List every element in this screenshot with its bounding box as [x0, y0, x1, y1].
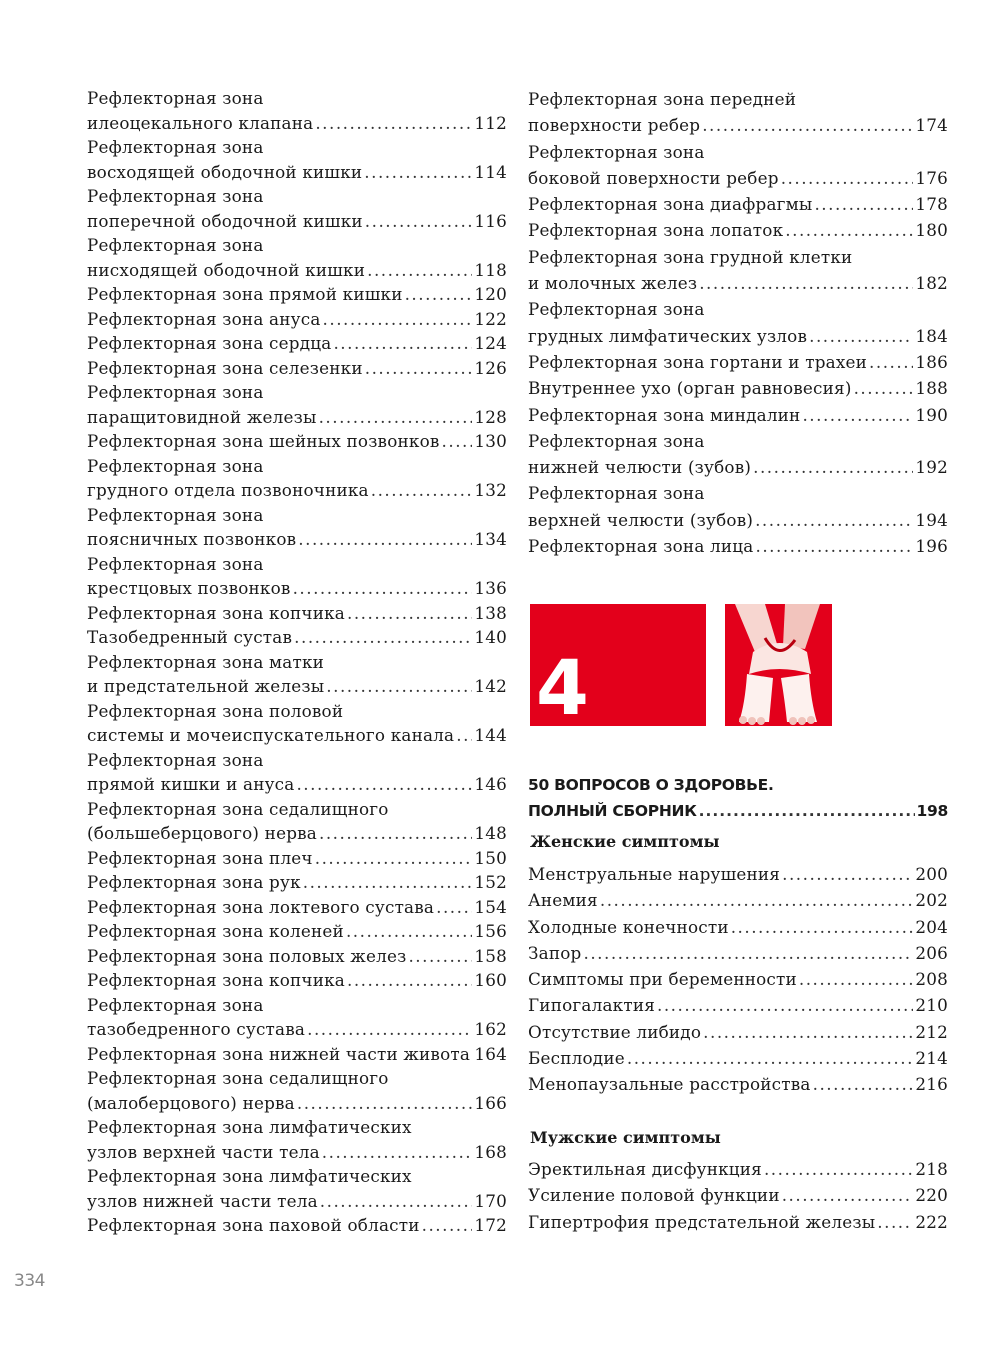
- toc-entry: [87, 135, 507, 160]
- female-symptoms-heading: Женские симптомы: [530, 832, 720, 851]
- toc-entry-title: Рефлекторная зона половых желез: [87, 945, 407, 966]
- toc-entry[interactable]: [528, 217, 948, 243]
- toc-entry-page: 150: [474, 847, 507, 868]
- toc-entry-title: верхней челюсти (зубов): [528, 509, 754, 530]
- toc-entry-title: (малоберцового) нерва: [87, 1092, 295, 1113]
- toc-entry[interactable]: [528, 1182, 948, 1208]
- toc-entry-title: нисходящей ободочной кишки: [87, 259, 366, 280]
- toc-entry-title: Рефлекторная зона коленей: [87, 921, 344, 941]
- toc-entry[interactable]: [528, 165, 948, 191]
- leader-dots: [753, 454, 913, 480]
- toc-entry[interactable]: [528, 323, 948, 349]
- toc-entry-title: (большеберцового) нерва: [87, 823, 317, 843]
- toc-entry-page: 208: [915, 969, 948, 990]
- toc-entry-page: 146: [474, 774, 507, 794]
- toc-entry-page: 202: [915, 890, 948, 911]
- section-title-line2-entry[interactable]: [528, 798, 948, 824]
- toc-entry-title: грудного отдела позвоночника: [87, 480, 369, 500]
- toc-entry[interactable]: [87, 919, 507, 944]
- toc-entry-title: Рефлекторная зона лимфатических: [87, 1117, 412, 1137]
- toc-entry-title: Холодные конечности: [528, 916, 729, 937]
- toc-entry[interactable]: [528, 454, 948, 480]
- toc-entry-page: 156: [474, 921, 507, 941]
- toc-entry: [87, 993, 507, 1018]
- toc-entry-title: Рефлекторная зона: [87, 137, 264, 157]
- page-number: 334: [14, 1271, 45, 1291]
- leader-dots: [764, 1156, 913, 1182]
- leader-dots: [296, 772, 472, 797]
- section-heading: [528, 772, 948, 824]
- male-symptoms-heading: Мужские симптомы: [530, 1128, 721, 1147]
- toc-entry-title: Гипогалактия: [528, 995, 655, 1016]
- toc-entry[interactable]: [528, 1209, 948, 1235]
- toc-entry[interactable]: [87, 968, 507, 993]
- leader-dots: [657, 992, 913, 1018]
- toc-entry-title: Рефлекторная зона: [87, 88, 264, 108]
- leader-dots: [319, 821, 472, 846]
- toc-entry-page: 120: [474, 284, 507, 304]
- toc-entry: [528, 86, 948, 112]
- toc-entry-page: 216: [915, 1074, 948, 1095]
- toc-entry: [87, 454, 507, 479]
- toc-entry[interactable]: [528, 507, 948, 533]
- leader-dots: [364, 160, 472, 185]
- toc-entry-page: 220: [915, 1185, 948, 1206]
- toc-entry-title: Рефлекторная зона: [87, 455, 264, 476]
- leader-dots: [782, 1182, 914, 1208]
- toc-entry-title: узлов верхней части тела: [87, 1141, 320, 1162]
- toc-entry: [528, 139, 948, 165]
- leader-dots: [422, 1213, 473, 1238]
- toc-entry-title: Рефлекторная зона локтевого сустава: [87, 896, 435, 917]
- leader-dots: [854, 375, 914, 401]
- leader-dots: [322, 1140, 473, 1165]
- toc-entry-title: Рефлекторная зона диафрагмы: [528, 194, 813, 215]
- leader-dots: [731, 914, 914, 940]
- toc-entry: [87, 1115, 507, 1140]
- toc-entry-title: Усиление половой функции: [528, 1185, 780, 1206]
- toc-entry-page: 170: [474, 1190, 507, 1211]
- toc-entry[interactable]: [87, 1140, 507, 1165]
- toc-entry[interactable]: [87, 625, 507, 650]
- section-title-line1: 50 ВОПРОСОВ О ЗДОРОВЬЕ.: [528, 776, 774, 794]
- toc-entry-title: восходящей ободочной кишки: [87, 161, 363, 182]
- toc-entry-page: 158: [474, 945, 507, 966]
- toc-entry[interactable]: [87, 723, 507, 748]
- toc-entry[interactable]: [87, 1042, 507, 1067]
- feet-massage-photo-icon: [725, 604, 832, 726]
- toc-entry[interactable]: [87, 111, 507, 136]
- leader-dots: [298, 527, 472, 552]
- leader-dots: [813, 1071, 914, 1097]
- toc-entry-title: Рефлекторная зона: [87, 382, 264, 402]
- toc-entry-title: и предстательной железы: [87, 676, 325, 696]
- toc-entry: [87, 1066, 507, 1091]
- toc-entry[interactable]: [528, 1019, 948, 1045]
- toc-entry-title: боковой поверхности ребер: [528, 167, 779, 188]
- toc-entry[interactable]: [528, 1045, 948, 1071]
- toc-entry[interactable]: [87, 1091, 507, 1116]
- toc-entry[interactable]: [87, 209, 507, 234]
- toc-entry-page: 122: [474, 308, 507, 329]
- toc-entry-page: 152: [474, 872, 507, 892]
- toc-entry-page: 134: [474, 529, 507, 549]
- toc-entry-title: паращитовидной железы: [87, 406, 317, 427]
- section-title-line2: ПОЛНЫЙ СБОРНИК: [528, 802, 697, 820]
- toc-entry-page: 174: [915, 115, 948, 136]
- toc-entry-page: 178: [915, 194, 948, 215]
- toc-entry[interactable]: [87, 478, 507, 503]
- toc-entry[interactable]: [528, 1071, 948, 1097]
- toc-entry-title: прямой кишки и ануса: [87, 774, 295, 794]
- toc-entry-title: Рефлекторная зона сердца: [87, 333, 332, 353]
- toc-entry-page: 176: [915, 167, 948, 188]
- leader-dots: [333, 331, 472, 356]
- toc-entry-title: Бесплодие: [528, 1048, 625, 1069]
- toc-entry: [87, 650, 507, 675]
- toc-entry-page: 214: [915, 1048, 948, 1069]
- toc-entry-title: Рефлекторная зона копчика: [87, 602, 346, 623]
- toc-entry-title: Рефлекторная зона паховой области: [87, 1215, 420, 1235]
- leader-dots: [869, 349, 913, 375]
- toc-entry[interactable]: [528, 992, 948, 1018]
- toc-entry-page: 182: [915, 273, 948, 294]
- toc-entry-page: 164: [474, 1043, 507, 1064]
- toc-entry[interactable]: [528, 940, 948, 966]
- toc-entry[interactable]: [87, 772, 507, 797]
- toc-entry-page: 196: [915, 536, 948, 557]
- toc-entry-title: Гипертрофия предстательной железы: [528, 1211, 876, 1232]
- toc-entry-title: Рефлекторная зона: [87, 553, 264, 574]
- toc-entry-page: 142: [474, 676, 507, 696]
- toc-entry[interactable]: [87, 258, 507, 283]
- toc-entry-title: Рефлекторная зона грудной клетки: [528, 246, 853, 267]
- toc-entry[interactable]: [87, 527, 507, 552]
- toc-entry: [87, 748, 507, 773]
- toc-entry-title: и молочных желез: [528, 273, 698, 294]
- toc-entry[interactable]: [87, 576, 507, 601]
- toc-entry[interactable]: [528, 914, 948, 940]
- toc-entry-title: Рефлекторная зона: [87, 186, 264, 206]
- toc-entry-page: 136: [474, 578, 507, 598]
- toc-entry: [87, 503, 507, 528]
- toc-entry-title: Рефлекторная зона: [87, 504, 264, 525]
- leader-dots: [802, 402, 913, 428]
- toc-entry-title: Рефлекторная зона: [87, 994, 264, 1015]
- toc-entry-page: 116: [474, 210, 507, 231]
- toc-entry[interactable]: [87, 870, 507, 895]
- leader-dots: [600, 887, 914, 913]
- leader-dots: [365, 356, 473, 381]
- leader-dots: [323, 307, 473, 332]
- toc-entry-page: 118: [474, 259, 507, 280]
- leader-dots: [303, 870, 473, 895]
- leader-dots: [371, 478, 473, 503]
- toc-entry-title: крестцовых позвонков: [87, 578, 291, 598]
- female-symptoms-list: [528, 861, 948, 1098]
- toc-entry[interactable]: [528, 349, 948, 375]
- section-page: 198: [916, 802, 948, 820]
- toc-entry-title: илеоцекального клапана: [87, 112, 314, 133]
- toc-entry-page: 124: [474, 333, 507, 353]
- leader-dots: [782, 861, 913, 887]
- leader-dots: [436, 895, 472, 920]
- toc-entry: [528, 296, 948, 322]
- leader-dots: [319, 405, 473, 430]
- toc-entry-page: 172: [474, 1215, 507, 1235]
- toc-entry-page: 128: [474, 406, 507, 427]
- toc-entry-page: 162: [474, 1019, 507, 1039]
- toc-entry-page: 132: [474, 480, 507, 500]
- toc-entry-title: Рефлекторная зона гортани и трахеи: [528, 351, 868, 372]
- toc-entry-title: Рефлекторная зона половой: [87, 700, 344, 721]
- toc-entry-title: Эректильная дисфункция: [528, 1159, 762, 1179]
- toc-entry-page: 200: [915, 864, 948, 884]
- toc-entry-page: 168: [474, 1141, 507, 1162]
- male-symptoms-list: [528, 1156, 948, 1235]
- leader-dots: [408, 944, 472, 969]
- toc-entry[interactable]: [87, 1017, 507, 1042]
- toc-entry-title: Рефлекторная зона лопаток: [528, 220, 784, 241]
- leader-dots: [785, 217, 913, 243]
- toc-entry-page: 210: [915, 995, 948, 1016]
- toc-entry[interactable]: [528, 112, 948, 138]
- toc-entry[interactable]: [528, 191, 948, 217]
- leader-dots: [703, 1019, 913, 1045]
- toc-entry-title: Рефлекторная зона селезенки: [87, 357, 363, 378]
- toc-entry[interactable]: [87, 429, 507, 454]
- leader-dots: [877, 1209, 913, 1235]
- toc-entry-title: поверхности ребер: [528, 115, 701, 136]
- toc-entry[interactable]: [528, 270, 948, 296]
- toc-entry[interactable]: [87, 356, 507, 381]
- toc-left-column: [87, 86, 507, 1238]
- toc-entry[interactable]: [528, 375, 948, 401]
- leader-dots: [442, 429, 473, 454]
- toc-entry-title: Симптомы при беременности: [528, 969, 797, 990]
- leader-dots: [307, 1017, 472, 1042]
- toc-entry: [87, 552, 507, 577]
- toc-entry[interactable]: [87, 821, 507, 846]
- toc-entry-page: 114: [474, 161, 507, 182]
- leader-dots: [814, 191, 913, 217]
- toc-entry[interactable]: [87, 405, 507, 430]
- toc-entry-title: Рефлекторная зона копчика: [87, 970, 346, 990]
- toc-entry: [528, 480, 948, 506]
- toc-entry-title: грудных лимфатических узлов: [528, 325, 808, 346]
- toc-entry: [87, 380, 507, 405]
- toc-entry-title: Рефлекторная зона миндалин: [528, 404, 801, 425]
- toc-entry[interactable]: [528, 966, 948, 992]
- toc-entry[interactable]: [87, 160, 507, 185]
- toc-entry-title: Менструальные нарушения: [528, 864, 781, 884]
- toc-entry-page: 166: [474, 1092, 507, 1113]
- leader-dots: [367, 258, 472, 283]
- toc-right-column: [528, 86, 948, 559]
- toc-entry[interactable]: [528, 402, 948, 428]
- toc-entry: [87, 699, 507, 724]
- chapter-number-block: [530, 604, 706, 732]
- toc-entry-page: 222: [915, 1211, 948, 1232]
- toc-entry[interactable]: [528, 861, 948, 887]
- toc-entry-title: Рефлекторная зона: [528, 299, 705, 320]
- toc-entry-page: 130: [474, 431, 507, 451]
- toc-entry-title: Рефлекторная зона: [87, 235, 264, 255]
- toc-entry-title: узлов нижней части тела: [87, 1190, 318, 1211]
- toc-entry[interactable]: [87, 307, 507, 332]
- toc-entry[interactable]: [87, 944, 507, 969]
- toc-entry-title: Рефлекторная зона ануса: [87, 308, 321, 329]
- toc-entry-title: Рефлекторная зона седалищного: [87, 798, 389, 819]
- leader-dots: [456, 723, 472, 748]
- toc-entry-title: Рефлекторная зона матки: [87, 651, 325, 672]
- toc-entry-page: 144: [474, 725, 507, 745]
- toc-entry-page: 204: [915, 916, 948, 937]
- toc-entry-page: 138: [474, 602, 507, 623]
- toc-entry-title: Рефлекторная зона лица: [528, 536, 754, 557]
- leader-dots: [584, 940, 914, 966]
- toc-entry-page: 126: [474, 357, 507, 378]
- toc-entry-page: 148: [474, 823, 507, 843]
- toc-entry: [87, 233, 507, 258]
- toc-entry-title: Рефлекторная зона передней: [528, 89, 797, 109]
- leader-dots: [702, 112, 913, 138]
- leader-dots: [297, 1091, 472, 1116]
- toc-entry[interactable]: [528, 533, 948, 559]
- leader-dots: [293, 576, 473, 601]
- leader-dots: [781, 165, 914, 191]
- toc-entry[interactable]: [528, 887, 948, 913]
- toc-entry-page: 206: [915, 942, 948, 963]
- leader-dots: [799, 966, 913, 992]
- toc-entry: [87, 1164, 507, 1189]
- toc-entry[interactable]: [87, 846, 507, 871]
- leader-dots: [627, 1045, 914, 1071]
- toc-entry-title: Рефлекторная зона: [87, 749, 264, 770]
- toc-entry-title: Запор: [528, 942, 582, 963]
- leader-dots: [315, 846, 473, 871]
- toc-entry-title: Анемия: [528, 890, 598, 911]
- toc-entry-title: Рефлекторная зона нижней части живота: [87, 1043, 471, 1064]
- toc-entry-page: 194: [915, 509, 948, 530]
- toc-entry-page: 192: [915, 457, 948, 478]
- toc-entry-title: Внутреннее ухо (орган равновесия): [528, 378, 852, 399]
- toc-entry-title: Отсутствие либидо: [528, 1021, 702, 1042]
- toc-entry-page: 112: [474, 112, 507, 133]
- leader-dots: [699, 798, 915, 824]
- leader-dots: [809, 323, 913, 349]
- leader-dots: [326, 674, 472, 699]
- toc-entry[interactable]: [87, 895, 507, 920]
- toc-entry-page: 188: [915, 378, 948, 399]
- toc-entry[interactable]: [87, 1189, 507, 1214]
- chapter-number: 4: [536, 643, 589, 732]
- toc-entry-title: Менопаузальные расстройства: [528, 1074, 811, 1095]
- leader-dots: [347, 601, 472, 626]
- toc-entry[interactable]: [87, 1213, 507, 1238]
- toc-entry-page: 218: [915, 1159, 948, 1179]
- toc-entry-title: поперечной ободочной кишки: [87, 210, 363, 231]
- toc-entry-title: Рефлекторная зона прямой кишки: [87, 284, 403, 304]
- toc-entry-page: 184: [915, 325, 948, 346]
- toc-entry: [87, 86, 507, 111]
- toc-entry-page: 212: [915, 1021, 948, 1042]
- toc-entry: [87, 184, 507, 209]
- leader-dots: [755, 507, 913, 533]
- toc-entry-title: Рефлекторная зона лимфатических: [87, 1166, 412, 1186]
- leader-dots: [405, 282, 473, 307]
- toc-entry-page: 180: [915, 220, 948, 241]
- leader-dots: [294, 625, 472, 650]
- toc-entry[interactable]: [87, 674, 507, 699]
- toc-entry: [528, 244, 948, 270]
- toc-entry-title: Рефлекторная зона: [528, 141, 705, 162]
- toc-entry-title: поясничных позвонков: [87, 529, 297, 549]
- leader-dots: [315, 111, 472, 136]
- leader-dots: [699, 270, 913, 296]
- toc-entry-title: Рефлекторная зона: [528, 430, 705, 451]
- toc-entry-title: Рефлекторная зона плеч: [87, 847, 313, 868]
- toc-entry-page: 186: [915, 351, 948, 372]
- toc-entry-title: нижней челюсти (зубов): [528, 457, 752, 478]
- leader-dots: [756, 533, 914, 559]
- leader-dots: [320, 1189, 473, 1214]
- toc-entry-page: 190: [915, 404, 948, 425]
- toc-entry[interactable]: [528, 1156, 948, 1182]
- toc-entry-page: 140: [474, 627, 507, 647]
- toc-entry: [528, 428, 948, 454]
- toc-entry-title: Рефлекторная зона шейных позвонков: [87, 431, 440, 451]
- leader-dots: [347, 968, 472, 993]
- toc-entry-title: Рефлекторная зона рук: [87, 872, 301, 892]
- toc-entry-title: Тазобедренный сустав: [87, 627, 293, 647]
- toc-entry[interactable]: [87, 282, 507, 307]
- toc-entry-page: 154: [474, 896, 507, 917]
- toc-entry: [87, 797, 507, 822]
- leader-dots: [346, 919, 472, 944]
- toc-entry-page: 160: [474, 970, 507, 990]
- toc-entry-title: системы и мочеиспускательного канала: [87, 725, 455, 745]
- toc-entry-title: Рефлекторная зона: [528, 483, 705, 504]
- toc-entry[interactable]: [87, 331, 507, 356]
- toc-entry-title: Рефлекторная зона седалищного: [87, 1068, 389, 1088]
- leader-dots: [365, 209, 473, 234]
- chapter-banner: [530, 604, 832, 732]
- toc-entry[interactable]: [87, 601, 507, 626]
- toc-entry-title: тазобедренного сустава: [87, 1019, 306, 1039]
